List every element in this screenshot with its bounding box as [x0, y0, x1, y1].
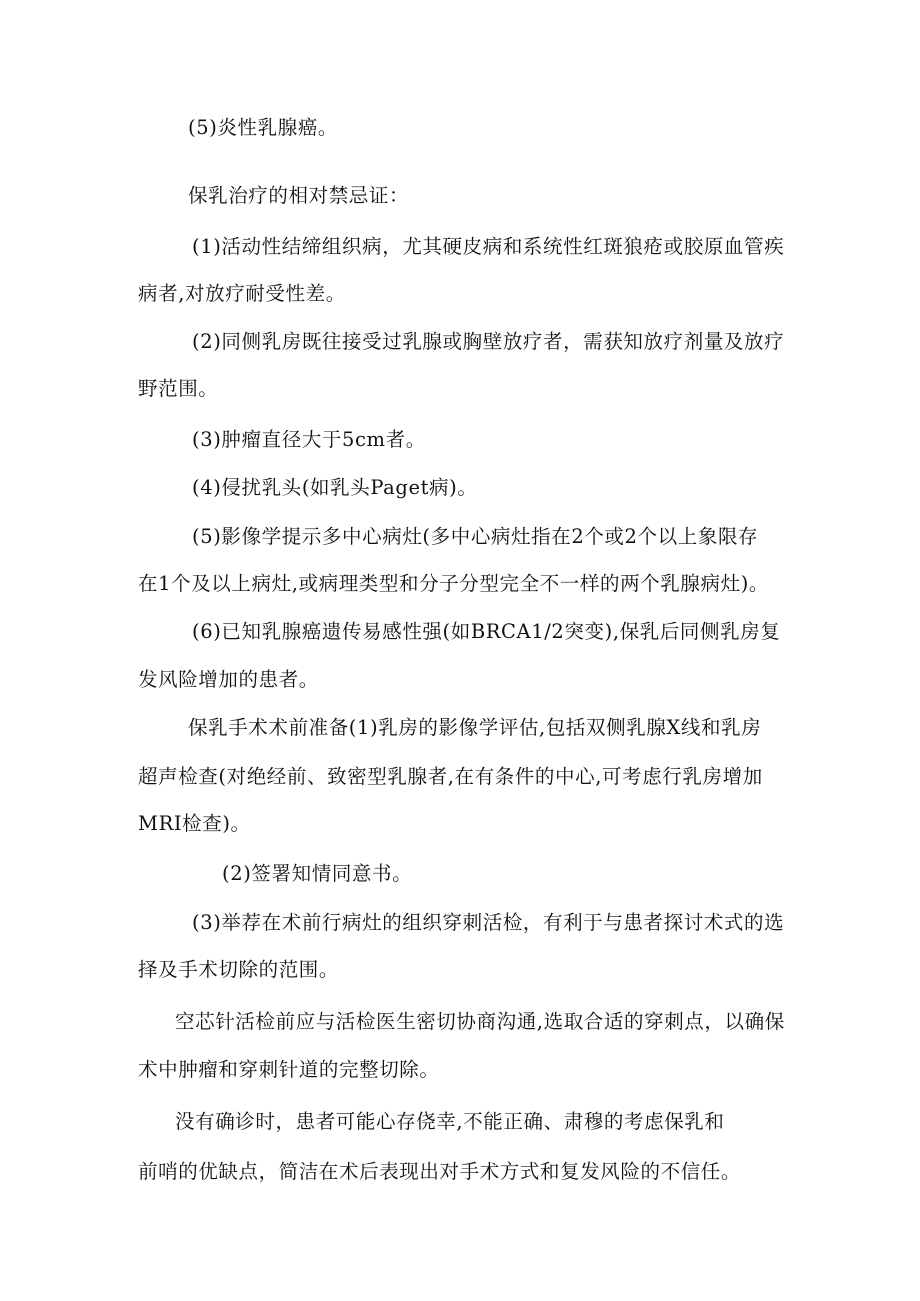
text-line-5: (2)同侧乳房既往接受过乳腺或胸壁放疗者，需获知放疗剂量及放疗 — [192, 330, 785, 353]
text-line-12: 发风险增加的患者。 — [138, 668, 319, 691]
text-line-1: (5)炎性乳腺癌。 — [188, 116, 339, 139]
text-line-13: 保乳手术术前准备(1)乳房的影像学评估,包括双侧乳腺X线和乳房 — [188, 716, 762, 739]
text-line-10: 在1个及以上病灶,或病理类型和分子分型完全不一样的两个乳腺病灶)。 — [138, 572, 770, 595]
text-line-9: (5)影像学提示多中心病灶(多中心病灶指在2个或2个以上象限存 — [192, 525, 759, 548]
text-line-2: 保乳治疗的相对禁忌证： — [188, 184, 410, 207]
text-line-11: (6)已知乳腺癌遗传易感性强(如BRCA1/2突变),保乳后同侧乳房复 — [192, 620, 781, 643]
text-line-21: 没有确诊时，患者可能心存侥幸,不能正确、肃穆的考虑保乳和 — [175, 1110, 725, 1133]
text-line-19: 空芯针活检前应与活检医生密切协商沟通,选取合适的穿刺点，以确保 — [175, 1010, 785, 1033]
text-line-16: (2)签署知情同意书。 — [222, 862, 413, 885]
text-line-8: (4)侵扰乳头(如乳头Paget病)。 — [192, 476, 478, 499]
text-line-14: 超声检查(对绝经前、致密型乳腺者,在有条件的中心,可考虑行乳房增加 — [138, 765, 763, 788]
text-line-17: (3)举荐在术前行病灶的组织穿刺活检，有利于与患者探讨术式的选 — [192, 911, 785, 934]
text-line-20: 术中肿瘤和穿刺针道的完整切除。 — [138, 1058, 440, 1081]
text-line-7: (3)肿瘤直径大于5cm者。 — [192, 428, 426, 451]
text-line-22: 前哨的优缺点，简洁在术后表现出对手术方式和复发风险的不信任。 — [138, 1160, 742, 1183]
text-line-3: (1)活动性结缔组织病，尤其硬皮病和系统性红斑狼疮或胶原血管疾 — [192, 235, 785, 258]
text-line-4: 病者,对放疗耐受性差。 — [138, 282, 346, 305]
text-line-15: MRI检查)。 — [138, 812, 251, 835]
text-line-18: 择及手术切除的范围。 — [138, 958, 340, 981]
text-line-6: 野范围。 — [138, 377, 219, 400]
